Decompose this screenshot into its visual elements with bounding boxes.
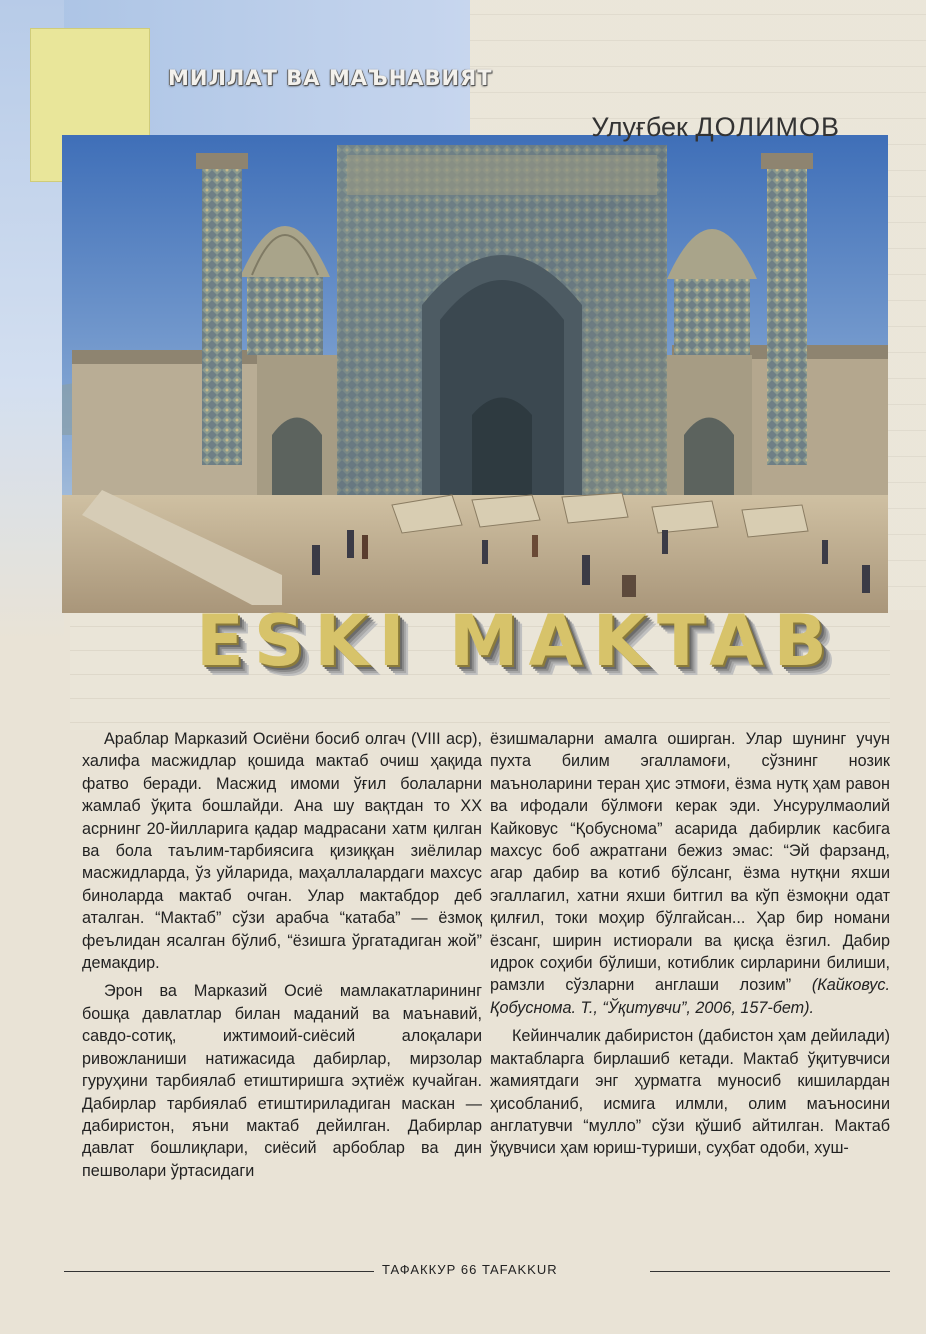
citation: (Кайковус. Қобуснома. Т., “Ўқитувчи”, 2006, 157-бет). bbox=[490, 976, 890, 1017]
paragraph: Кейинчалик дабиристон (дабистон ҳам дейилади) мактабларга бирлашиб кетади. Мактаб ўқитувчиси жамиятдаги энг ҳурматга муносиб кишилардан ҳисобланиб, исмига илмли, олим маъносини англатувчи “мулло” сўзи қўшиб айтилган. Мактаб ўқувчиси ҳам юриш-туриши, суҳбат одоби, хуш- bbox=[490, 1027, 890, 1158]
madrasa-photo-illustration bbox=[62, 135, 888, 613]
text-column-right bbox=[490, 728, 890, 1166]
author-last-name: ДОЛИМОВ bbox=[695, 112, 840, 142]
section-label: МИЛЛАТ ВА МАЪНАВИЯТ bbox=[168, 66, 493, 90]
footer-rule-left bbox=[64, 1271, 374, 1272]
footer-magazine-latin: TAFAKKUR bbox=[481, 1262, 558, 1277]
footer-rule-right bbox=[650, 1271, 890, 1272]
paragraph-continued bbox=[490, 728, 890, 1019]
author-first-name: Улуғбек bbox=[591, 112, 688, 142]
paragraph-text: ёзишмаларни амалга оширган. Улар шунинг учун пухта билим эгалламоғи, сўзнинг нозик маъноларини теран ҳис этмоғи, ёзма нутқ ҳам равон ва ифодали бўлмоғи керак эди. Унсурулмаолий Кайковус “Қобусномa” асарида дабирлик касбига махсус боб ажратгани бежиз эмас: “Эй фарзанд, агар дабир ва котиб бўлсанг, ёзма нутқни яхши эгаллагил, хатни яхши битгил ва кўп ёзмоқни одат қилғил, токи моҳир бўлгайсан... Ҳар бир номани ёзсанг, ширин истиорали ва қисқа ёзгил. Дабир идрок соҳиби бўлиши, котиблик сирларини билиши, рамзли сўзларни англаши лозим” bbox=[490, 730, 890, 995]
text-column-left bbox=[82, 728, 482, 1188]
footer-magazine-cyrillic: ТАФАККУР bbox=[382, 1262, 457, 1277]
paragraph: Араблар Марказий Осиёни босиб олгач (VIII аср), халифа масжидлар қошида мактаб очиш ҳақида фатво беради. Масжид имоми ўғил болаларни жамлаб ўқита бошлайди. Ана шу вақтдан то ХХ асрнинг 20-йилларига қадар мадрасани хатм қилган ва бола таълим-тарбиясига қизиққан зиёлилар масжидларда, ўз уйларида, маҳаллалардаги махсус биноларда мактаб очган. Улар мактабдор деб аталган. “Мактаб” сўзи арабча “катаба” — ёзмоқ феълидан ясалган бўлиб, “ёзишга ўргатадиган жой” демакдир. bbox=[82, 730, 482, 973]
paragraph: Эрон ва Марказий Осиё мамлакатларининг бошқа давлатлар билан маданий ва маънавий, савдо-сотиқ, ижтимоий-сиёсий алоқалари ривожланиши натижасида дабирлар, мирзолар гуруҳини тарбиялаб етиштиришга эҳтиёж кучайган. Дабирлар тарбиялаб етиштириладиган маскан — дабиристон, яъни мактаб дейилган. Дабирлар давлат бошлиқлари, сиёсий арбоблар ва дин пешволари ўртасидаги bbox=[82, 982, 482, 1180]
page-footer bbox=[64, 1262, 890, 1282]
article-photo bbox=[62, 135, 888, 613]
article-title: ESKI MAKTAB bbox=[196, 600, 837, 682]
footer-center bbox=[382, 1262, 558, 1277]
author-byline bbox=[591, 112, 840, 143]
page-number: 66 bbox=[460, 1262, 478, 1277]
